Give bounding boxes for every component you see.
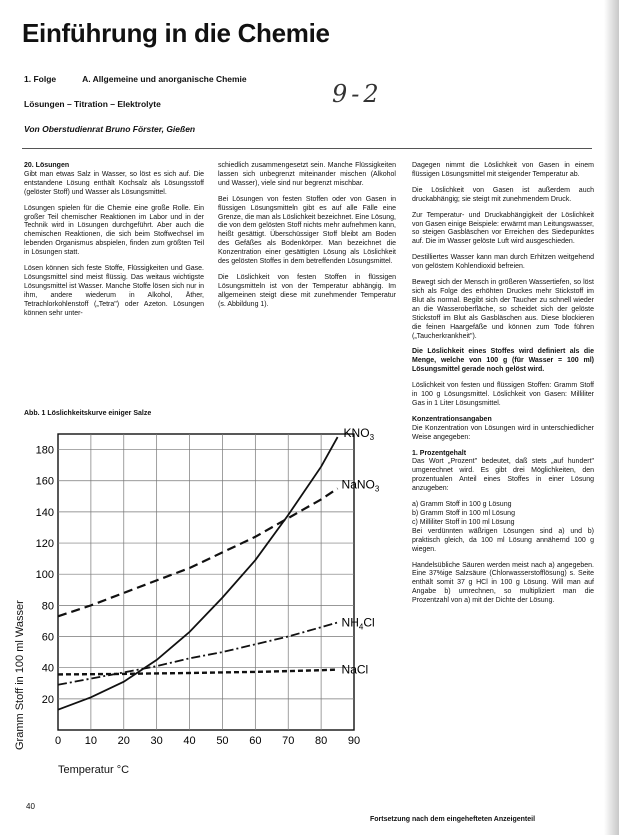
paragraph: Die Konzentration von Lösungen wird in unterschiedlicher Weise angegeben: [412,424,594,441]
subtitle: Lösungen – Titration – Elektrolyte [24,99,161,109]
continuation-note: Fortsetzung nach dem eingehefteten Anzeigenteil [370,816,536,823]
plot-frame [58,434,354,730]
page-number: 40 [26,802,35,811]
series-line-kno3 [58,437,338,710]
y-tick-label: 180 [35,444,54,457]
paragraph: Gibt man etwas Salz in Wasser, so löst es sich auf. Die entstandene Lösung enthält Kochsalz als Lösungsstoff (gelöster Stoff) und Wasser als Lösungsmittel. [24,170,204,196]
paragraph: Lösen können sich feste Stoffe, Flüssigkeiten und Gase. Lösungsmittel sind meist flüssig. Das weitaus wichtigste Lösungsmittel ist Wasser. Manche Stoffe lösen sich nur in ihm, andere wiederum in Alkohol, Äther, Tetrachlorkohlenstoff („Tetra") oder Azeton. Lösungen können sehr unter- [24,265,204,317]
series-label-nacl: NaCl [341,662,369,677]
handwritten-note: 9-2 [332,80,383,108]
series-line-nano3 [58,489,338,617]
list-item: b) Gramm Stoff in 100 ml Lösung [412,510,515,517]
paragraph: Bei Lösungen von festen Stoffen oder von Gasen in flüssigen Lösungsmitteln gibt es auf alle Fälle eine Grenze, die man als Löslichkeit bezeichnet. Eine Lösung, die von dem gelösten Stoff nichts mehr aufnehmen kann, heißt gesättigt. Überschüssiger Stoff bleibt am Boden des Gefäßes als Bodenkörper. Man bezeichnet die Konzentration einer gesättigten Lösung als Löslichkeit des gelösten Stoffes in dem betreffenden Lösungsmittel. [218,195,396,266]
paragraph: Bewegt sich der Mensch in größeren Wassertiefen, so löst sich als Folge des erhöhten Druckes mehr Stickstoff im Blut als normal. Begibt sich der Taucher zu schnell wieder an die Wasseroberfläche, so scheidet sich der gelöste Stickstoff im Blut als Gasbläschen aus. Diese blockieren die feinen Haargefäße und können zum Tode führen („Taucherkrankheit"). [412,279,594,340]
paragraph: schiedlich zusammengesetzt sein. Manche Flüssigkeiten lassen sich unbegrenzt miteinander mischen (Alkohol und Wasser), viele sind nur begrenzt mischbar. [218,162,396,187]
x-tick-label: 50 [216,735,229,747]
paragraph: Bei verdünnten wäßrigen Lösungen sind a) und b) praktisch gleich, da 100 ml Lösung annähernd 100 g wiegen. [412,527,594,553]
y-tick-label: 160 [35,475,54,488]
text-column-2 [218,162,396,317]
x-axis-label: Temperatur °C [58,764,130,776]
y-tick-label: 120 [35,538,54,551]
paragraph: Die Löslichkeit von festen Stoffen in flüssigen Lösungsmitteln ist von der Temperatur abhängig. Im allgemeinen steigt diese mit zunehmender Temperatur (s. Abbildung 1). [218,273,396,308]
section-heading: Konzentrationsangaben [412,415,492,423]
paragraph: Zur Temperatur- und Druckabhängigkeit der Löslichkeit von Gasen einige Beispiele: erwärmt man Leitungswasser, so steigen Gasbläschen vor Erreichen des Siedepunktes auf. Die im Wasser gelöste Luft wird ausgeschieden. [412,211,594,246]
figure-caption: Abb. 1 Löslichkeitskurve einiger Salze [24,410,152,417]
paragraph: Handelsübliche Säuren werden meist nach a) angegeben. Eine 37%ige Salzsäure (Chlorwasserstofflösung) s. Seite enthält somit 37 g HCl in 100 g Lösung. Will man auf Angabe b) umrechnen, so multipliziert man die Prozentzahl von a) mit der Dichte der Lösung. [412,561,594,605]
paragraph: Löslichkeit von festen und flüssigen Stoffen: Gramm Stoff in 100 g Lösungsmittel. Löslichkeit von Gasen: Milliliter Gas in 1 Liter Lösungsmittel. [412,382,594,407]
series-label-nano3: NaNO$_3$ [341,477,380,494]
page-edge-shadow [604,0,619,835]
y-axis-label: Gramm Stoff in 100 ml Wasser [14,600,26,750]
series-number: 1. Folge [24,74,57,84]
x-tick-label: 20 [117,735,130,747]
y-tick-label: 60 [41,631,54,644]
list-item: a) Gramm Stoff in 100 g Lösung [412,501,512,509]
list-item: c) Milliliter Stoff in 100 ml Lösung [412,518,515,526]
text-column-3 [412,162,594,613]
x-tick-label: 10 [84,735,98,747]
paragraph: Destilliertes Wasser kann man durch Erhitzen weitgehend von gelöstem Kohlendioxid befreien. [412,254,594,271]
y-tick-label: 140 [35,506,54,519]
x-tick-label: 40 [183,735,196,747]
section-heading: 20. Lösungen [24,162,70,169]
y-tick-label: 80 [41,600,54,613]
series-label-nh4cl: $NH_4Cl$ [341,615,375,632]
author: Von Oberstudienrat Bruno Förster, Gießen [24,124,196,134]
paragraph: Die Löslichkeit von Gasen ist außerdem auch druckabhängig; sie steigt mit zunehmendem Druck. [412,186,594,203]
y-tick-label: 40 [41,662,54,675]
x-tick-label: 60 [249,735,262,747]
x-tick-label: 0 [54,735,62,747]
series-line-nh4cl [58,623,338,685]
paragraph: Das Wort „Prozent" bedeutet, daß stets „auf hundert" umgerechnet wird. Es gibt drei Möglichkeiten, den prozentualen Anteil eines Stoffes in einer Lösung anzugeben: [412,458,594,493]
x-tick-label: 30 [150,735,163,747]
page-title: Einführung in die Chemie [22,18,330,48]
series-line-nacl [58,670,338,675]
sub-heading: 1. Prozentgehalt [412,449,467,457]
paragraph: Dagegen nimmt die Löslichkeit von Gasen in einem flüssigen Lösungsmittel mit steigender Temperatur ab. [412,162,594,178]
series-line [24,74,247,84]
x-tick-label: 80 [314,735,328,747]
header-divider [22,148,592,149]
x-tick-label: 70 [282,735,295,747]
x-tick-label: 90 [347,735,361,747]
y-tick-label: 100 [35,569,54,582]
paragraph: Lösungen spielen für die Chemie eine große Rolle. Ein großer Teil chemischer Reaktionen im Labor und in der Technik wird in Lösungen durchgeführt. Aber auch die chemischen Reaktionen, die sich beim Stoffwechsel im lebenden Organismus abspielen, finden zum größten Teil in Lösungen statt. [24,204,204,257]
text-column-1 [24,162,204,326]
solubility-chart [26,422,386,762]
definition: Die Löslichkeit eines Stoffes wird definiert als die Menge, welche von 100 g (für Wasser = 100 ml) Lösungsmittel gerade noch gelöst wird. [412,348,594,374]
y-tick-label: 20 [41,693,54,706]
series-label-kno3: $KNO_3$ [343,426,375,443]
series-topic: A. Allgemeine und anorganische Chemie [82,74,247,84]
